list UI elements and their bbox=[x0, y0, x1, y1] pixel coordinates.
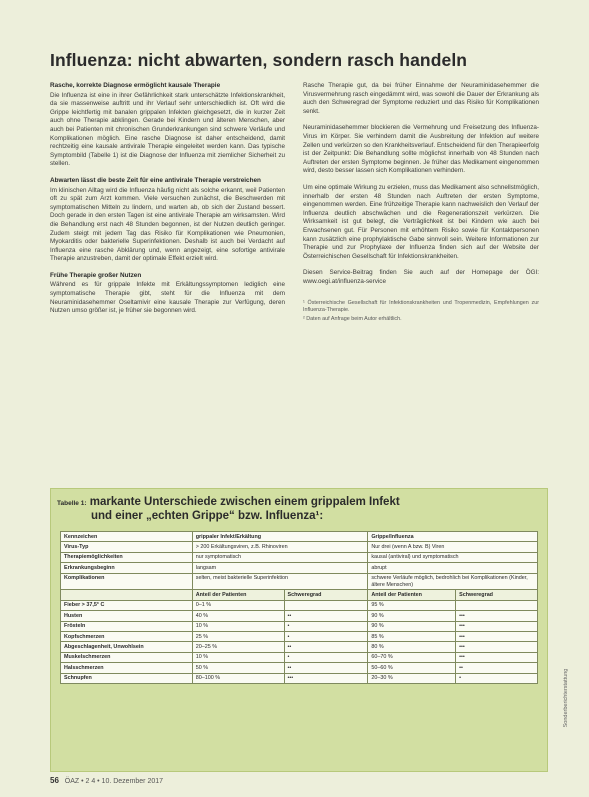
table-header-cell: Kennzeichen bbox=[61, 532, 193, 542]
table-cell: Schnupfen bbox=[61, 673, 193, 683]
table-cell: selten, meist bakterielle Superinfektion bbox=[192, 573, 368, 590]
table-subheader-cell: Schweregrad bbox=[284, 590, 368, 600]
table-row bbox=[61, 663, 538, 673]
footnote: ¹ Österreichische Gesellschaft für Infektionskrankheiten und Tropenmedizin, Empfehlungen zur Influenza-Therapie. bbox=[303, 300, 539, 314]
table-row bbox=[61, 621, 538, 631]
table-cell: Virus-Typ bbox=[61, 542, 193, 552]
table-cell: 20–30 % bbox=[368, 673, 456, 683]
table-cell: ••• bbox=[456, 652, 538, 662]
table-header-cell: grippaler Infekt/Erkältung bbox=[192, 532, 368, 542]
table-cell: ••• bbox=[456, 621, 538, 631]
table-cell: 90 % bbox=[368, 611, 456, 621]
paragraph: Neuraminidasehemmer blockieren die Vermehrung und Freisetzung des Influenza-Virus im Körper. Sie verhindern damit die Ausbreitung der Infektion auf weitere Zellen und verkürzen so den Krankheitsverlauf. Entscheidend für den Therapieerfolg ist der Zeitpunkt: Die Behandlung sollte möglichst innerhalb von 48 Stunden nach Auftreten der ersten Symptome beginnen. Je früher das Medikament eingenommen wird, desto besser lassen sich Komplikationen verhindern. bbox=[303, 124, 539, 175]
table-cell bbox=[456, 600, 538, 610]
article-title: Influenza: nicht abwarten, sondern rasch handeln bbox=[50, 50, 468, 70]
table-subheader-cell: Anteil der Patienten bbox=[368, 590, 456, 600]
table-cell: 95 % bbox=[368, 600, 456, 610]
table-cell: • bbox=[284, 652, 368, 662]
table-cell: •• bbox=[284, 642, 368, 652]
section-heading: Rasche, korrekte Diagnose ermöglicht kausale Therapie bbox=[50, 82, 221, 89]
footnotes bbox=[303, 300, 539, 323]
table-cell: 0–1 % bbox=[192, 600, 284, 610]
table-cell: ••• bbox=[456, 611, 538, 621]
table-cell: abrupt bbox=[368, 563, 538, 573]
table-cell: 80 % bbox=[368, 642, 456, 652]
table-cell: 25 % bbox=[192, 632, 284, 642]
table-cell: 80–100 % bbox=[192, 673, 284, 683]
table-cell: ••• bbox=[284, 673, 368, 683]
table-cell: • bbox=[284, 621, 368, 631]
paragraph: Die Influenza ist eine in ihrer Gefährlichkeit stark unterschätzte Infektionskrankheit, da sie massenweise auftritt und ihr Verlauf sehr unterschiedlich ist. Oft wird die Grippe leichtfertig mit banalen grippalen Infekten gleichgesetzt, die in kurzer Zeit auch ohne Therapie abklingen. Gerade bei Kindern und älteren Menschen, aber auch bei Patienten mit chronischen Grunderkrankungen sind schwere Verläufe und Komplikationen möglich. Eine rasche Diagnose ist daher entscheidend, damit rechtzeitig eine kausale antivirale Therapie eingeleitet werden kann. Das typische Symptombild (Tabelle 1) ist die Diagnose der Influenza mit ziemlicher Sicherheit zu stellen. bbox=[50, 91, 285, 168]
table-cell: 90 % bbox=[368, 621, 456, 631]
paragraph: Rasche Therapie gut, da bei früher Einnahme der Neuraminidasehemmer die Virusvermehrung rasch eingedämmt wird, was sowohl die Dauer der Erkrankung als auch den Schweregrad der Symptome reduziert und das Risiko für Komplikationen senkt. bbox=[303, 82, 539, 115]
table-subheader-row bbox=[61, 590, 538, 600]
comparison-table bbox=[60, 531, 538, 684]
table-caption-line2: und einer „echten Grippe“ bzw. Influenza¹: bbox=[91, 510, 324, 522]
left-column bbox=[50, 82, 285, 324]
table-cell: 50 % bbox=[192, 663, 284, 673]
table-cell: schwere Verläufe möglich, bedrohlich bei Komplikationen (Kinder, ältere Menschen) bbox=[368, 573, 538, 590]
table-row bbox=[61, 600, 538, 610]
table-cell: kausal (antiviral) und symptomatisch bbox=[368, 552, 538, 562]
table-subheader-cell: Schweregrad bbox=[456, 590, 538, 600]
table-row bbox=[61, 642, 538, 652]
table-cell bbox=[284, 600, 368, 610]
table-cell: 40 % bbox=[192, 611, 284, 621]
table-cell: ••• bbox=[456, 632, 538, 642]
table-subheader-cell: Anteil der Patienten bbox=[192, 590, 284, 600]
table-cell: •• bbox=[284, 663, 368, 673]
section-heading: Abwarten lässt die beste Zeit für eine antivirale Therapie verstreichen bbox=[50, 176, 261, 184]
table-cell: Halsschmerzen bbox=[61, 663, 193, 673]
page-number: 56 bbox=[50, 776, 59, 785]
table-cell: Frösteln bbox=[61, 621, 193, 631]
page-footer bbox=[50, 776, 163, 785]
table-cell: nur symptomatisch bbox=[192, 552, 368, 562]
table-label: Tabelle 1: bbox=[57, 500, 87, 507]
table-cell: Muskelschmerzen bbox=[61, 652, 193, 662]
side-label bbox=[561, 650, 571, 750]
table-row bbox=[61, 611, 538, 621]
table-row bbox=[61, 573, 538, 590]
table-cell: Therapiemöglichkeiten bbox=[61, 552, 193, 562]
table-cell: 10 % bbox=[192, 652, 284, 662]
table-caption bbox=[57, 496, 400, 523]
table-row bbox=[61, 632, 538, 642]
paragraph: Während es für grippale Infekte mit Erkältungssymptomen lediglich eine symptomatische Therapie gibt, steht für die Influenza mit dem Neuraminidasehemmer Oseltamivir eine kausale Therapie zur Verfügung, deren Nutzen umso größer ist, je früher sie begonnen wird. bbox=[50, 281, 285, 315]
paragraph: Um eine optimale Wirkung zu erzielen, muss das Medikament also schnellstmöglich, innerhalb der ersten 48 Stunden nach Auftreten der ersten Symptome, eingenommen werden. Eine frühzeitige Therapie kann nachweislich den Verlauf der Influenza deutlich abschwächen und die Regenerationszeit verkürzen. Die Wirksamkeit ist gut belegt, die Verträglichkeit ist bei Kindern wie auch bei Erwachsenen gut. Für Personen mit erhöhtem Risiko sowie für Kontaktpersonen kann zusätzlich eine prophylaktische Gabe sinnvoll sein. Weitere Informationen zur Therapie und zur Prophylaxe der Influenza finden sich auf der Website der Österreichischen Gesellschaft für Infektionskrankheiten. bbox=[303, 183, 539, 260]
table-cell: 20–25 % bbox=[192, 642, 284, 652]
paragraph: Diesen Service-Beitrag finden Sie auch auf der Homepage der ÖGI: www.oegi.at/influenza-service bbox=[303, 269, 539, 285]
table-cell: 60–70 % bbox=[368, 652, 456, 662]
table-cell: ••• bbox=[456, 642, 538, 652]
table-row bbox=[61, 552, 538, 562]
table-cell: 10 % bbox=[192, 621, 284, 631]
table-cell: • bbox=[456, 673, 538, 683]
table-header-row bbox=[61, 532, 538, 542]
table-cell: > 200 Erkältungsviren, z.B. Rhinoviren bbox=[192, 542, 368, 552]
table-cell: langsam bbox=[192, 563, 368, 573]
table-header-cell: Grippe/Influenza bbox=[368, 532, 538, 542]
table-cell: Fieber > 37,5° C bbox=[61, 600, 193, 610]
table-row bbox=[61, 563, 538, 573]
table-cell bbox=[61, 590, 193, 600]
table-cell: Kopfschmerzen bbox=[61, 632, 193, 642]
table-cell: 85 % bbox=[368, 632, 456, 642]
right-column bbox=[303, 82, 539, 323]
table-cell: •• bbox=[456, 663, 538, 673]
table-row bbox=[61, 673, 538, 683]
table-row bbox=[61, 542, 538, 552]
table-cell: 50–60 % bbox=[368, 663, 456, 673]
table-cell: Komplikationen bbox=[61, 573, 193, 590]
paragraph: Im klinischen Alltag wird die Influenza häufig nicht als solche erkannt, weil Patienten oft zu spät zum Arzt kommen. Viele versuchen zunächst, die Beschwerden mit symptomatischen Mitteln zu lindern, und warten ab, ob sich der Zustand bessert. Doch gerade in den ersten Tagen ist eine antivirale Therapie am wirksamsten. Wird die Behandlung erst nach 48 Stunden begonnen, ist der Nutzen deutlich geringer. Zudem steigt mit jedem Tag das Risiko für Komplikationen wie Pneumonien, Myokarditis oder bakterielle Superinfektionen. Deshalb ist auch bei Verdacht auf Influenza eine rasche Abklärung und, wenn angezeigt, eine sofortige antivirale Therapie anzustreben, damit der optimale Effekt erzielt wird. bbox=[50, 186, 285, 263]
side-label-text: Sonderberichterstattung bbox=[563, 668, 569, 728]
table-cell: Husten bbox=[61, 611, 193, 621]
table-caption-line1: markante Unterschiede zwischen einem grippalem Infekt bbox=[89, 496, 400, 508]
footer-text: ÖAZ • 2 4 • 10. Dezember 2017 bbox=[64, 778, 164, 785]
footnote: ² Daten auf Anfrage beim Autor erhältlich. bbox=[303, 316, 402, 323]
table-cell: •• bbox=[284, 611, 368, 621]
section-heading: Frühe Therapie großer Nutzen bbox=[50, 271, 142, 279]
table-cell: Erkrankungsbeginn bbox=[61, 563, 193, 573]
table-cell: Nur drei (wenn A bzw. B) Viren bbox=[368, 542, 538, 552]
table-cell: Abgeschlagenheit, Unwohlsein bbox=[61, 642, 193, 652]
table-row bbox=[61, 652, 538, 662]
table-cell: • bbox=[284, 632, 368, 642]
